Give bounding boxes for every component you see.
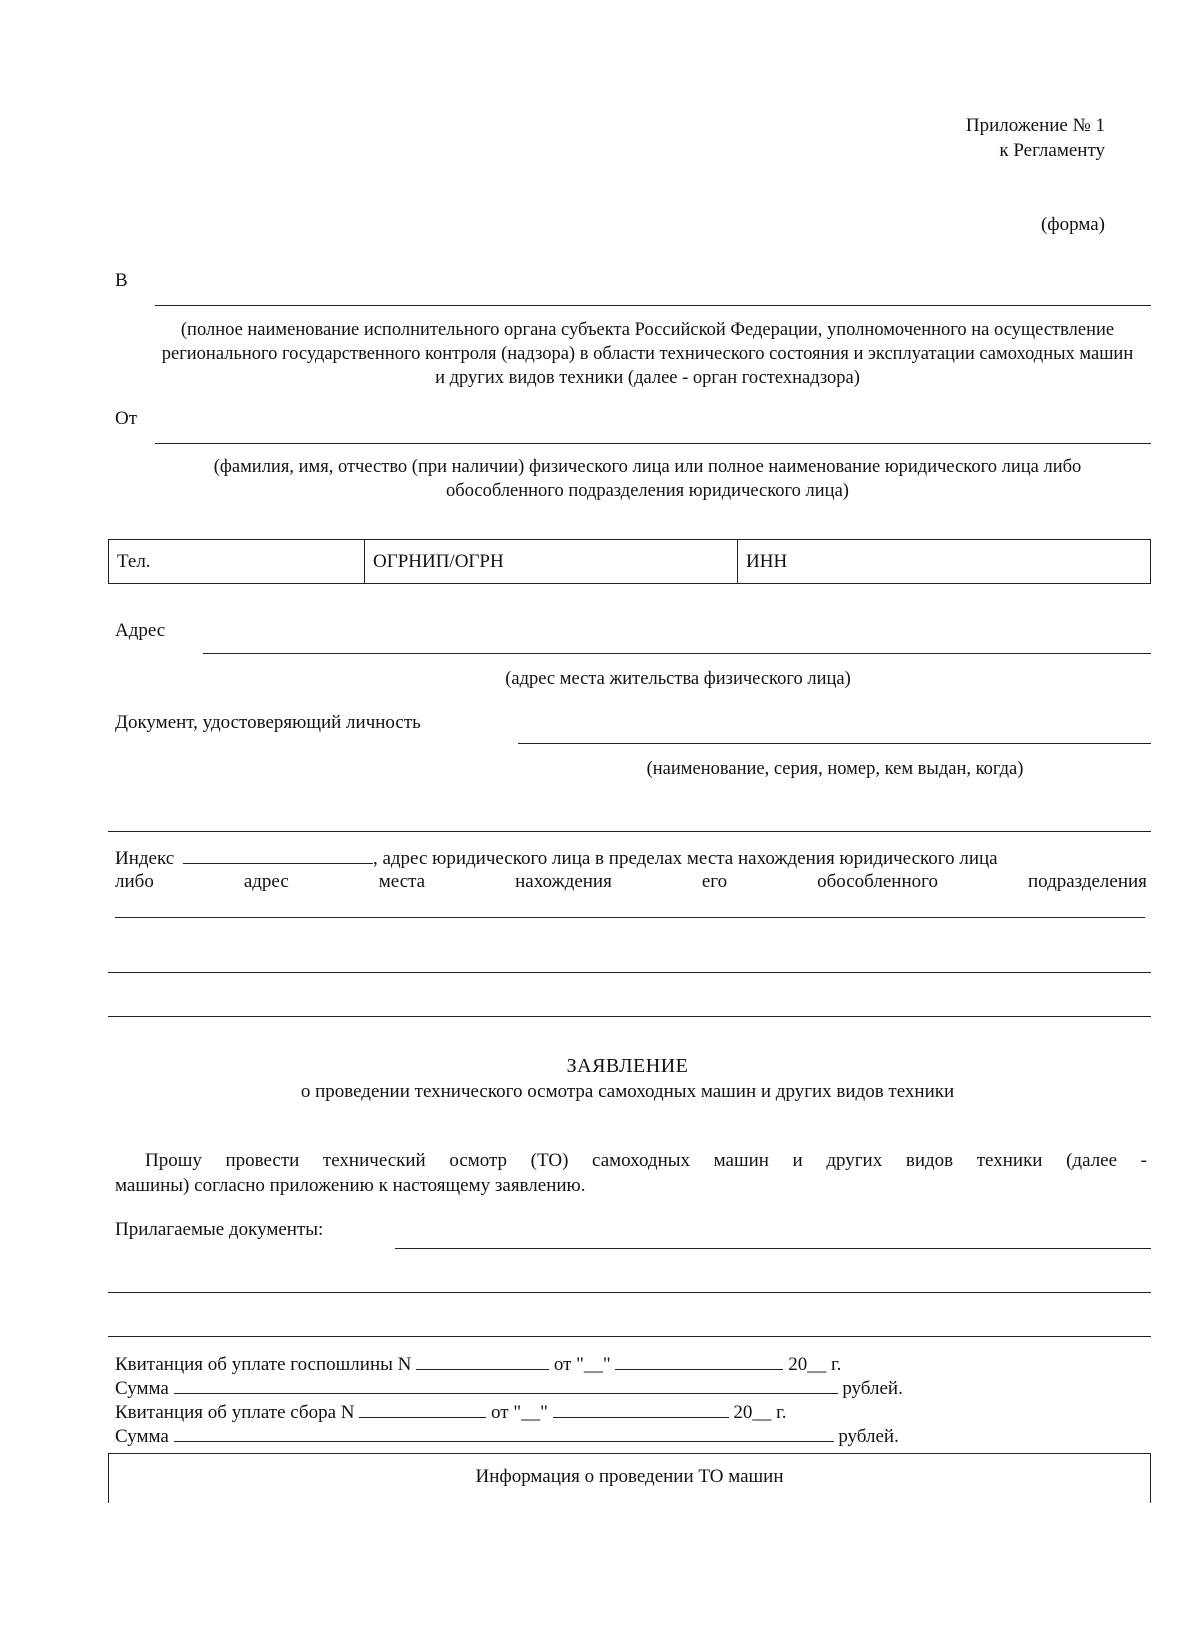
phone-cell[interactable]: Тел.	[109, 540, 365, 583]
appendix-number: Приложение № 1	[965, 115, 1105, 136]
duty-receipt-number-field[interactable]	[416, 1351, 549, 1370]
duty-receipt-row	[115, 1351, 841, 1377]
contacts-table	[108, 539, 1151, 584]
fee-receipt-from: от "__"	[491, 1402, 548, 1423]
inn-cell[interactable]: ИНН	[746, 551, 788, 572]
duty-sum-row	[115, 1375, 903, 1401]
sender-caption: (фамилия, имя, отчество (при наличии) физического лица или полное наименование юридического лица либо обособленного подразделения юридического лица)	[213, 457, 1082, 501]
attachments-field-3[interactable]	[108, 1336, 1151, 1337]
fee-receipt-year: 20__ г.	[733, 1402, 787, 1423]
info-box	[108, 1453, 1151, 1503]
identity-doc-field[interactable]	[518, 743, 1151, 744]
legal-address-word: места	[378, 871, 426, 892]
form-label: (форма)	[1040, 214, 1105, 235]
legal-address-word: обособленного	[817, 871, 938, 892]
legal-address-word: либо	[115, 871, 154, 892]
duty-receipt-from: от "__"	[553, 1354, 611, 1375]
addressee-field[interactable]	[155, 305, 1151, 306]
fee-sum-row	[115, 1423, 899, 1449]
legal-address-text: , адрес юридического лица в пределах места нахождения юридического лица	[372, 848, 998, 869]
address-label: Адрес	[115, 620, 166, 641]
regulation-reference: к Регламенту	[999, 140, 1105, 161]
fee-sum-label: Сумма	[115, 1426, 169, 1447]
statement-subtitle: о проведении технического осмотра самоходных машин и других видов техники	[300, 1081, 955, 1102]
legal-address-line2	[115, 870, 1147, 894]
statement-body-line1: Прошу провести технический осмотр (ТО) самоходных машин и других видов техники (далее -	[145, 1150, 1147, 1171]
fee-receipt-number-field[interactable]	[359, 1399, 486, 1418]
fee-sum-rubles: рублей.	[838, 1426, 899, 1447]
fee-receipt-row	[115, 1399, 787, 1425]
legal-address-word: адрес	[243, 871, 289, 892]
info-box-title: Информация о проведении ТО машин	[475, 1466, 784, 1487]
identity-doc-label: Документ, удостоверяющий личность	[115, 712, 421, 733]
duty-sum-field[interactable]	[174, 1375, 838, 1394]
appendix-heading	[966, 113, 1105, 163]
attachments-label: Прилагаемые документы:	[115, 1219, 324, 1240]
sender-prefix: От	[115, 408, 138, 429]
addressee-caption: (полное наименование исполнительного органа субъекта Российской Федерации, уполномоченного на осуществление регионального государственного контроля (надзора) в области технического состояния и эксплуатации самоходных машин и других видов техники (далее - орган гостехнадзора)	[161, 320, 1134, 388]
fee-receipt-date-field[interactable]	[553, 1399, 729, 1418]
attachments-field-1[interactable]	[395, 1248, 1151, 1249]
fee-receipt-label: Квитанция об уплате сбора N	[115, 1402, 355, 1423]
index-field[interactable]	[183, 845, 373, 864]
identity-doc-caption: (наименование, серия, номер, кем выдан, когда)	[646, 759, 1024, 779]
duty-receipt-label: Квитанция об уплате госпошлины N	[115, 1354, 412, 1375]
attachments-field-2[interactable]	[108, 1292, 1151, 1293]
identity-doc-field-extra[interactable]	[108, 831, 1151, 832]
statement-title: ЗАЯВЛЕНИЕ	[566, 1055, 689, 1077]
statement-body-line2: машины) согласно приложению к настоящему заявлению.	[115, 1175, 586, 1196]
duty-receipt-date-field[interactable]	[615, 1351, 783, 1370]
ogrn-cell[interactable]: ОГРНИП/ОГРН	[365, 540, 738, 583]
index-label: Индекс	[115, 848, 175, 869]
sender-field[interactable]	[155, 443, 1151, 444]
legal-address-field-2[interactable]	[108, 972, 1151, 973]
address-field[interactable]	[203, 653, 1151, 654]
legal-address-field-3[interactable]	[108, 1016, 1151, 1017]
duty-sum-rubles: рублей.	[842, 1378, 903, 1399]
legal-address-word: подразделения	[1027, 871, 1147, 892]
legal-address-field-1[interactable]	[115, 917, 1145, 918]
duty-receipt-year: 20__ г.	[788, 1354, 842, 1375]
legal-address-line1	[115, 845, 1147, 871]
addressee-prefix: В	[115, 270, 128, 291]
duty-sum-label: Сумма	[115, 1378, 169, 1399]
legal-address-word: нахождения	[515, 871, 612, 892]
fee-sum-field[interactable]	[174, 1423, 834, 1442]
address-caption: (адрес места жительства физического лица)	[505, 669, 851, 689]
legal-address-word: его	[701, 871, 728, 892]
